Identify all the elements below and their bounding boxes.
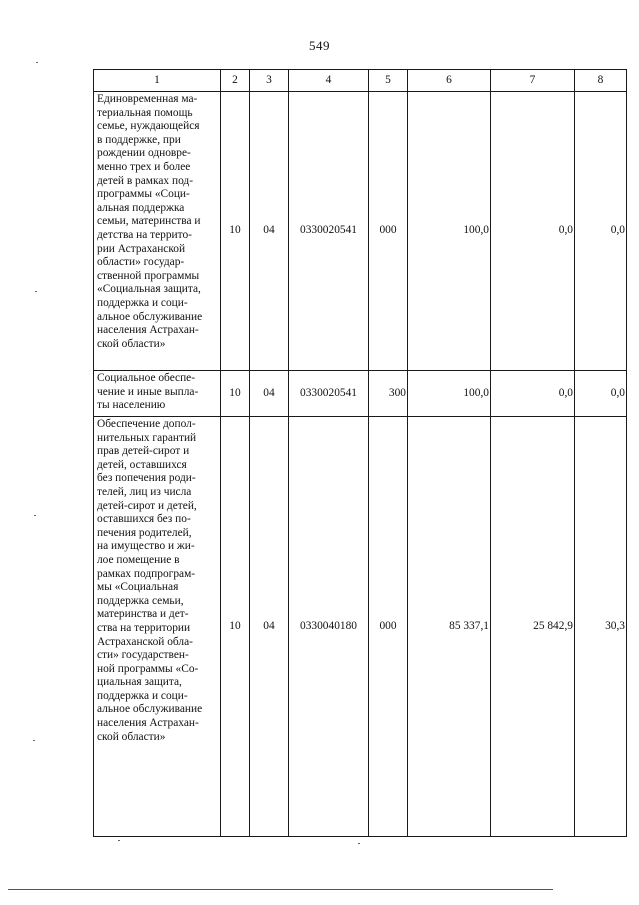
budget-table xyxy=(93,69,627,837)
amount-col-6: 100,0 xyxy=(408,92,491,371)
section-code: 10 xyxy=(221,371,250,417)
section-code: 10 xyxy=(221,417,250,837)
header-col-7: 7 xyxy=(491,70,575,92)
scan-speck xyxy=(36,62,38,63)
amount-col-7: 25 842,9 xyxy=(491,417,575,837)
scan-edge-line xyxy=(8,889,553,890)
header-col-4: 4 xyxy=(289,70,369,92)
amount-col-7: 0,0 xyxy=(491,92,575,371)
row-description: Социальное обеспе- чение и иные выпла- ты населению xyxy=(94,371,221,417)
table-row xyxy=(94,371,627,417)
amount-col-7: 0,0 xyxy=(491,371,575,417)
amount-col-8: 30,3 xyxy=(575,417,627,837)
header-col-5: 5 xyxy=(369,70,408,92)
header-row xyxy=(94,70,627,92)
scan-speck xyxy=(358,843,360,844)
subsection-code: 04 xyxy=(250,371,289,417)
header-col-3: 3 xyxy=(250,70,289,92)
scan-speck xyxy=(33,740,35,741)
scan-speck xyxy=(34,515,36,516)
subsection-code: 04 xyxy=(250,92,289,371)
target-article-code: 0330020541 xyxy=(289,92,369,371)
header-col-1: 1 xyxy=(94,70,221,92)
expense-type-code: 300 xyxy=(369,371,408,417)
header-col-6: 6 xyxy=(408,70,491,92)
target-article-code: 0330020541 xyxy=(289,371,369,417)
header-col-2: 2 xyxy=(221,70,250,92)
amount-col-8: 0,0 xyxy=(575,92,627,371)
expense-type-code: 000 xyxy=(369,417,408,837)
section-code: 10 xyxy=(221,92,250,371)
amount-col-6: 100,0 xyxy=(408,371,491,417)
target-article-code: 0330040180 xyxy=(289,417,369,837)
page-number: 549 xyxy=(309,38,330,53)
subsection-code: 04 xyxy=(250,417,289,837)
scan-speck xyxy=(35,291,37,292)
row-description: Единовременная ма- териальная помощь семье, нуждающейся в поддержке, при рождении одновре- менно трех и более детей в рамках под- программы «Соци- альная поддержка семьи, материнства и детства на террито- рии Астраханской области» государ- ственной программы «Социальная защита, поддержка и соци- альное обслуживание населения Астрахан- ской области» xyxy=(94,92,221,371)
header-col-8: 8 xyxy=(575,70,627,92)
scan-speck xyxy=(118,840,120,841)
expense-type-code: 000 xyxy=(369,92,408,371)
table-row xyxy=(94,417,627,837)
table-row xyxy=(94,92,627,371)
row-description: Обеспечение допол- нительных гарантий прав детей-сирот и детей, оставшихся без попечения роди- телей, лиц из числа детей-сирот и детей, оставшихся без по- печения родителей, на имущество и жи- лое помещение в рамках подпрограм- мы «Социальная поддержка семьи, материнства и дет- ства на территории Астраханской обла- сти» государствен- ной программы «Со- циальная защита, поддержка и соци- альное обслуживание населения Астрахан- ской области» xyxy=(94,417,221,837)
amount-col-6: 85 337,1 xyxy=(408,417,491,837)
amount-col-8: 0,0 xyxy=(575,371,627,417)
